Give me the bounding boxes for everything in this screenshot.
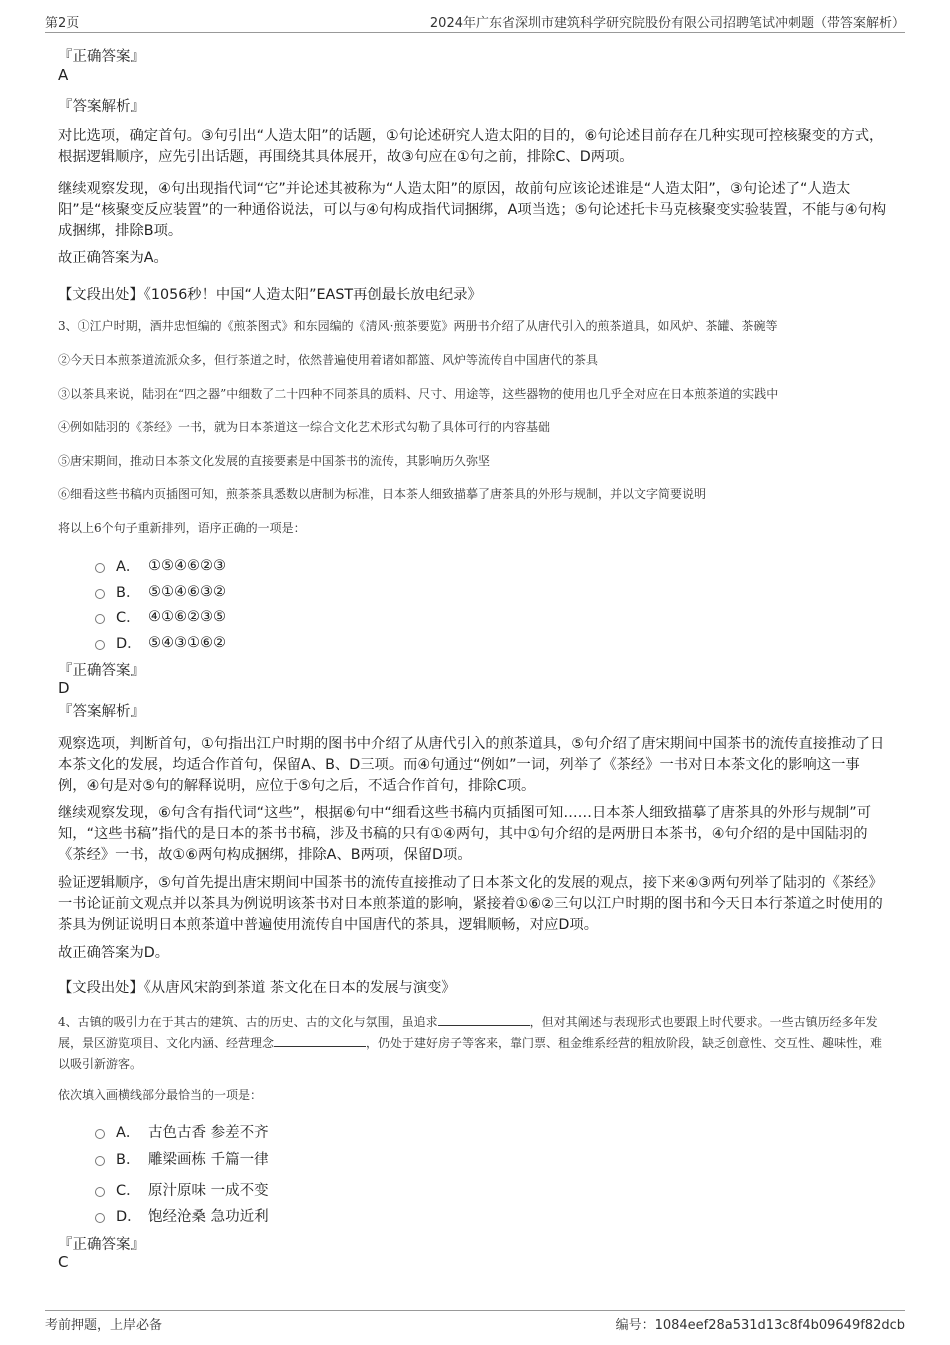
- question-sentence: ②今天日本煎茶道流派众多，但行茶道之时，依然普遍使用着诸如都篮、风炉等流传自中国唐代的茶具: [58, 353, 599, 367]
- answer-blank: [438, 1013, 530, 1026]
- option-c[interactable]: C． 原汁原味 一成不变: [95, 1179, 269, 1200]
- analysis-label: 『答案解析』: [58, 99, 145, 115]
- option-a[interactable]: A． ①⑤④⑥②③: [95, 555, 226, 576]
- analysis-paragraph: 观察选项，判断首句，①句指出江户时期的图书中介绍了从唐代引入的煎茶道具，⑤句介绍了唐宋期间中国茶书的流传直接推动了日本茶文化的发展，均适合作首句，保留A、B、D三项。而④句通过“例如”一词，列举了《茶经》一书对日本茶文化的影响这一事例，④句是对⑤句的解释说明，应位于⑤句之后，不适合作首句，排除C项。: [58, 736, 885, 794]
- option-b[interactable]: B． 雕梁画栋 千篇一律: [95, 1148, 269, 1169]
- analysis-conclusion: 故正确答案为A。: [58, 250, 168, 266]
- radio-icon[interactable]: [95, 614, 105, 624]
- radio-icon[interactable]: [95, 563, 105, 573]
- answer-label: 『正确答案』: [58, 1237, 145, 1253]
- source-citation: 【文段出处】《1056秒！中国“人造太阳”EAST再创最长放电纪录》: [58, 287, 482, 303]
- answer-label: 『正确答案』: [58, 663, 145, 679]
- question-sentence: ⑥细看这些书稿内页插图可知，煎茶茶具悉数以唐制为标准，日本茶人细致描摹了唐茶具的外形与规制，并以文字简要说明: [58, 487, 707, 501]
- radio-icon[interactable]: [95, 640, 105, 650]
- page-header: [45, 10, 905, 33]
- option-b[interactable]: B． ⑤①④⑥③②: [95, 581, 226, 602]
- source-citation: 【文段出处】《从唐风宋韵到茶道 茶文化在日本的发展与演变》: [58, 980, 456, 996]
- question-sentence: 3、①江户时期，酒井忠恒编的《煎茶图式》和东园编的《清风·煎茶要览》两册书介绍了从唐代引入的煎茶道具，如风炉、茶罐、茶碗等: [58, 319, 778, 333]
- question-sentence: ⑤唐宋期间，推动日本茶文化发展的直接要素是中国茶书的流传，其影响历久弥坚: [58, 454, 491, 468]
- analysis-conclusion: 故正确答案为D。: [58, 945, 170, 961]
- footer-slogan: 考前押题，上岸必备: [45, 1318, 163, 1333]
- analysis-paragraph: 继续观察发现，⑥句含有指代词“这些”，根据⑥句中“细看这些书稿内页插图可知……日本茶人细致描摹了唐茶具的外形与规制”可知，“这些书稿”指代的是日本的茶书书稿，涉及书稿的只有①④两句，其中①句介绍的是两册日本茶书，④句介绍的是中国陆羽的《茶经》一书，故①⑥两句构成捆绑，排除A、B两项，保留D项。: [58, 805, 871, 863]
- page-number: 第2页: [45, 15, 80, 31]
- document-code: 编号：1084eef28a531d13c8f4b09649f82dcb: [615, 1318, 905, 1333]
- radio-icon[interactable]: [95, 1129, 105, 1139]
- answer-blank: [274, 1034, 366, 1047]
- question-sentence: ③以茶具来说，陆羽在“四之器”中细数了二十四种不同茶具的质料、尺寸、用途等，这些器物的使用也几乎全对应在日本煎茶道的实践中: [58, 387, 779, 401]
- answer-value: D: [58, 679, 70, 697]
- option-d[interactable]: D． 饱经沧桑 急功近利: [95, 1205, 269, 1226]
- option-d[interactable]: D． ⑤④③①⑥②: [95, 632, 226, 653]
- document-title: 2024年广东省深圳市建筑科学研究院股份有限公司招聘笔试冲刺题（带答案解析）: [429, 15, 905, 31]
- question-prompt: 将以上6个句子重新排列，语序正确的一项是：: [58, 521, 306, 535]
- analysis-paragraph: 继续观察发现，④句出现指代词“它”并论述其被称为“人造太阳”的原因，故前句应该论述谁是“人造太阳”，③句论述了“人造太阳”是“核聚变反应装置”的一种通俗说法，可以与④句构成指代词捆绑，A项当选；⑤句论述托卡马克核聚变实验装置，不能与④句构成捆绑，排除B项。: [58, 181, 887, 239]
- answer-value: C: [58, 1253, 69, 1271]
- analysis-paragraph: 对比选项，确定首句。③句引出“人造太阳”的话题，①句论述研究人造太阳的目的，⑥句论述目前存在几种实现可控核聚变的方式，根据逻辑顺序，应先引出话题，再围绕其具体展开，故③句应在①句之前，排除C、D两项。: [58, 128, 884, 165]
- question-stem: 4、古镇的吸引力在于其古的建筑、古的历史、古的文化与氛围，虽追求 ，但对其阐述与表现形式也要跟上时代要求。一些古镇历经多年发展，景区游览项目、文化内涵、经营理念 ，仍处于建好房子等客来，靠门票、租金维系经营的粗放阶段，缺乏创意性、交互性、趣味性，难以吸引新游客。: [58, 1015, 883, 1071]
- radio-icon[interactable]: [95, 589, 105, 599]
- radio-icon[interactable]: [95, 1187, 105, 1197]
- answer-value: A: [58, 66, 69, 84]
- option-c[interactable]: C． ④①⑥②③⑤: [95, 606, 226, 627]
- question-sentence: ④例如陆羽的《茶经》一书，就为日本茶道这一综合文化艺术形式勾勒了具体可行的内容基础: [58, 420, 551, 434]
- analysis-label: 『答案解析』: [58, 704, 145, 720]
- question-prompt: 依次填入画横线部分最恰当的一项是：: [58, 1088, 263, 1102]
- analysis-paragraph: 验证逻辑顺序，⑤句首先提出唐宋期间中国茶书的流传直接推动了日本茶文化的发展的观点，接下来④③两句列举了陆羽的《茶经》一书论证前文观点并以茶具为例说明该茶书对日本煎茶道的影响，紧接着①⑥②三句以江户时期的图书和今天日本行茶道之时使用的茶具为例证说明日本煎茶道中普遍使用流传自中国唐代的茶具，逻辑顺畅，对应D项。: [58, 875, 883, 933]
- radio-icon[interactable]: [95, 1213, 105, 1223]
- option-a[interactable]: A． 古色古香 参差不齐: [95, 1121, 269, 1142]
- radio-icon[interactable]: [95, 1156, 105, 1166]
- page-footer: [45, 1310, 905, 1333]
- answer-label: 『正确答案』: [58, 49, 145, 65]
